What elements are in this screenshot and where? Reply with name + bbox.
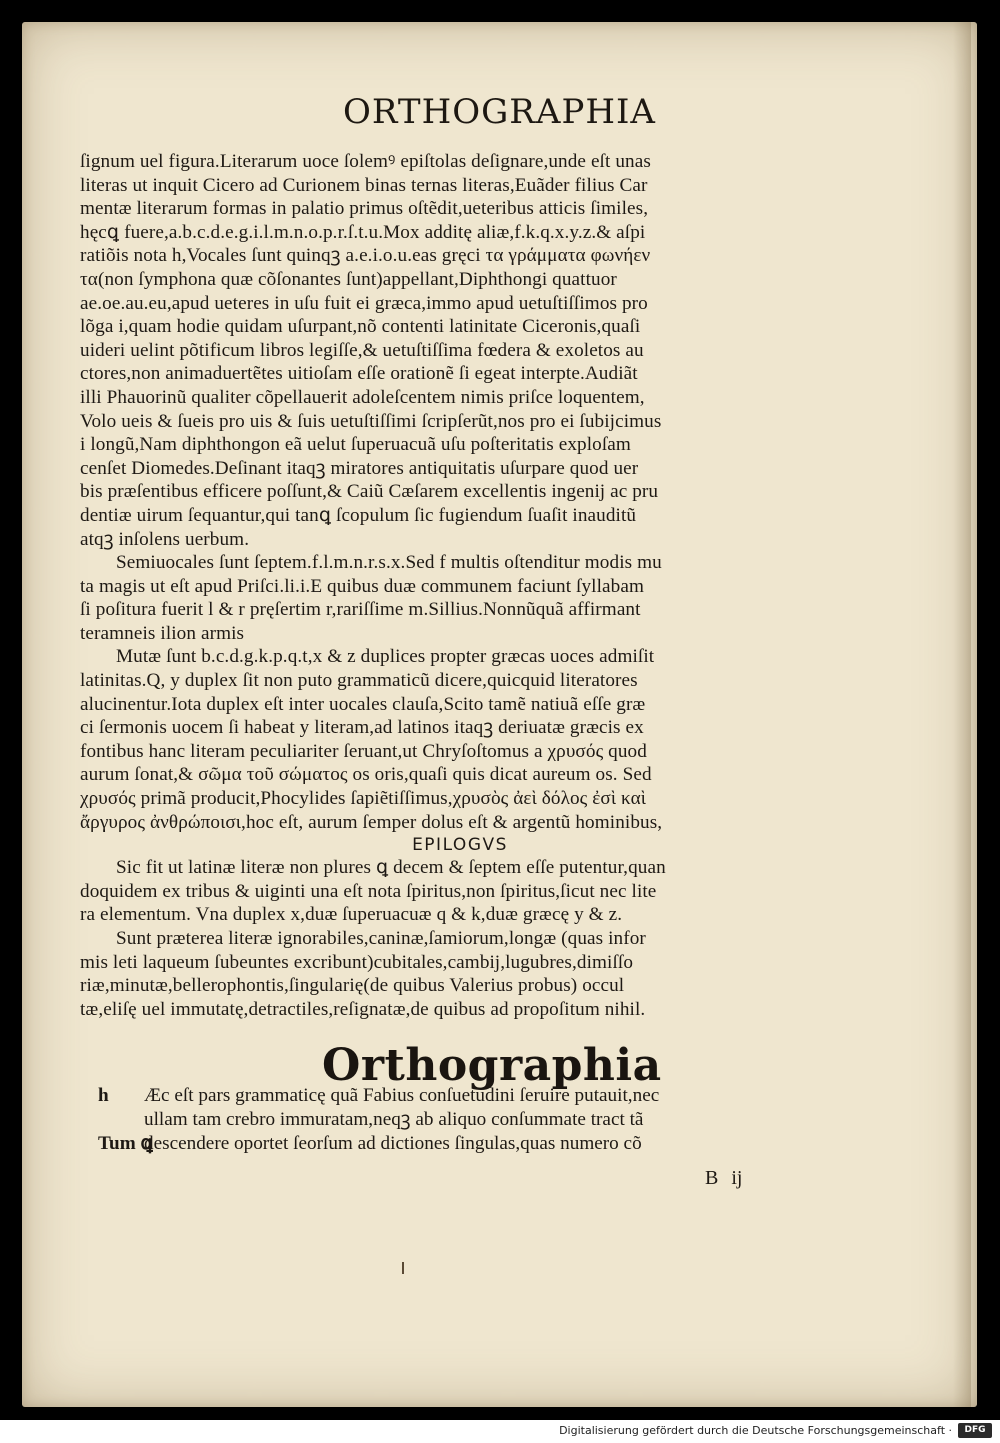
text-line: ratiõis nota h,Vocales ſunt quinqꝫ a.e.i.o.u.eas gręci τα γράμματα φωνήεν bbox=[80, 245, 651, 267]
running-head: ORTHOGRAPHIA bbox=[343, 92, 656, 132]
lead-initial: h bbox=[98, 1085, 109, 1106]
catchword: Tum ꝗ bbox=[98, 1133, 153, 1154]
text-line bbox=[98, 1132, 798, 1156]
text-line: Semiuocales ſunt ſeptem.f.l.m.n.r.s.x.Sed f multis oſtenditur modis mu bbox=[116, 552, 662, 574]
footer-credit: Digitalisierung gefördert durch die Deutsche Forschungsgemeinschaft · bbox=[559, 1424, 952, 1437]
text-line: uideri uelint põtificum libros legiſſe,& uetuſtiſſima fœdera & exoletos au bbox=[80, 339, 644, 361]
text-line: ἄργυρος ἀνθρώποισι,hoc eſt, aurum ſemper dolus eſt & argentũ hominibus, bbox=[80, 811, 663, 833]
text-line: ſi poſitura fuerit l & r pręſertim r,rariſſime m.Sillius.Nonnũquã affirmant bbox=[80, 599, 641, 621]
text-line: aurum ſonat,& σῶμα τοῦ σώματος os oris,quaſi quis dicat aureum os. Sed bbox=[80, 764, 652, 786]
text-line: ctores,non animaduertẽtes uitioſam eſſe orationẽ ſi egeat interpte.Audiãt bbox=[80, 363, 638, 385]
text-line: lõga i,quam hodie quidam uſurpant,nõ contenti latinitate Ciceronis,quaſi bbox=[80, 316, 641, 338]
text-line: riæ,minutæ,bellerophontis,ſingularię(de quibus Valerius probus) occul bbox=[80, 975, 625, 997]
text-line: cenſet Diomedes.Deſinant itaqꝫ miratores antiquitatis uſurpare quod uer bbox=[80, 457, 639, 479]
book-page bbox=[22, 22, 977, 1407]
text-line: mentæ literarum formas in palatio primus oſtẽdit,ueteribus atticis ſimiles, bbox=[80, 198, 649, 220]
signature-mark: B ĳ bbox=[705, 1167, 747, 1189]
text-line: teramneis ilion armis bbox=[80, 622, 245, 644]
text-line: bis præſentibus efficere poſſunt,& Caiũ Cæſarem excellentis ingenĳ ac pru bbox=[80, 481, 659, 503]
text-line: literas ut inquit Cicero ad Curionem binas ternas literas,Euãder filius Car bbox=[80, 174, 648, 196]
section-text-block bbox=[98, 1084, 798, 1156]
text-line: i longũ,Nam diphthongon eã uelut ſuperuacuã uſu poſteritatis exploſam bbox=[80, 434, 631, 456]
text-line: ſignum uel figura.Literarum uoce ſolemꝰ epiſtolas deſignare,unde eſt unas bbox=[80, 151, 651, 172]
text-line: ra elementum. Vna duplex x,duæ ſuperuacuæ q & k,duæ græcę y & z. bbox=[80, 904, 623, 926]
text-line: doquidem ex tribus & uiginti una eſt nota ſpiritus,non ſpiritus,ſicut nec lite bbox=[80, 880, 657, 902]
page-edge-shadow bbox=[953, 22, 971, 1407]
text-line: tæ,eliſę uel immutatę,detractiles,reſignatæ,de quibus ad propoſitum nihil. bbox=[80, 998, 646, 1020]
epilogue-heading: EPILOGVS bbox=[412, 835, 508, 856]
main-text-block bbox=[80, 150, 800, 1021]
text-line: Mutæ ſunt b.c.d.g.k.p.q.t,x & z duplices propter græcas uoces admiſit bbox=[116, 646, 655, 668]
section-title: Orthographia bbox=[322, 1040, 662, 1091]
text-line: dentiæ uirum ſequantur,qui tanꝗ ſcopulum ſic fugiendum ſuaſit inauditũ bbox=[80, 504, 637, 526]
binding-mark bbox=[402, 1262, 404, 1274]
text-line: fontibus hanc literam peculiariter ſeruant,ut Chryſoſtomus a χρυσός quod bbox=[80, 740, 647, 762]
text-line: τα(non ſymphona quæ cõſonantes ſunt)appellant,Diphthongi quattuor bbox=[80, 268, 617, 290]
text-line: ci ſermonis uocem ſi habeat y literam,ad latinos itaqꝫ deriuatæ græcis ex bbox=[80, 717, 644, 739]
text-line: χρυσός primã producit,Phocylides ſapiẽtiſſimus,χρυσὸς ἀεὶ δόλος ἐσὶ καὶ bbox=[80, 788, 647, 810]
text-line-content: Æc eſt pars grammaticę quã Fabius conſuetudini ſeruire putauit,nec bbox=[144, 1085, 660, 1106]
text-line-content: descendere oportet ſeorſum ad dictiones ſingulas,quas numero cõ bbox=[144, 1133, 642, 1154]
text-line: Sic fit ut latinæ literæ non plures ꝗ decem & ſeptem eſſe putentur,quan bbox=[116, 857, 666, 879]
text-line: alucinentur.Iota duplex eſt inter uocales clauſa,Scito tamẽ natiuã eſſe græ bbox=[80, 693, 646, 715]
text-line: mis leti laqueum ſubeuntes excribunt)cubitales,cambĳ,lugubres,dimiſſo bbox=[80, 951, 634, 973]
text-line: illi Phauorinũ qualiter cõpellauerit adoleſcentem nimis priſce loquentem, bbox=[80, 386, 645, 408]
text-line: ullam tam crebro immuratam,neqꝫ ab aliquo conſummate tract tã bbox=[144, 1109, 644, 1130]
footer-bar bbox=[0, 1420, 1000, 1443]
text-line: Volo ueis & ſueis pro uis & ſuis uetuſtiſſimi ſcripſerũt,nos pro ei ſubijcimus bbox=[80, 410, 662, 432]
text-line: ae.oe.au.eu,apud ueteres in uſu fuit ei græca,immo apud uetuſtiſſimos pro bbox=[80, 292, 648, 314]
text-line: latinitas.Q, y duplex ſit non puto grammaticũ dicere,quicquid literatores bbox=[80, 670, 638, 692]
text-line: Sunt præterea literæ ignorabiles,caninæ,ſamiorum,longæ (quas infor bbox=[116, 928, 646, 949]
text-line bbox=[98, 1084, 798, 1108]
text-line: atqꝫ inſolens uerbum. bbox=[80, 528, 250, 550]
text-line: hęcꝗ fuere,a.b.c.d.e.g.i.l.m.n.o.p.r.ſ.t.u.Mox additę aliæ,f.k.q.x.y.z.& aſpi bbox=[80, 221, 646, 243]
text-line: ta magis ut eſt apud Priſci.li.i.E quibus duæ communem faciunt ſyllabam bbox=[80, 575, 644, 597]
dfg-logo[interactable]: DFG bbox=[958, 1423, 992, 1438]
